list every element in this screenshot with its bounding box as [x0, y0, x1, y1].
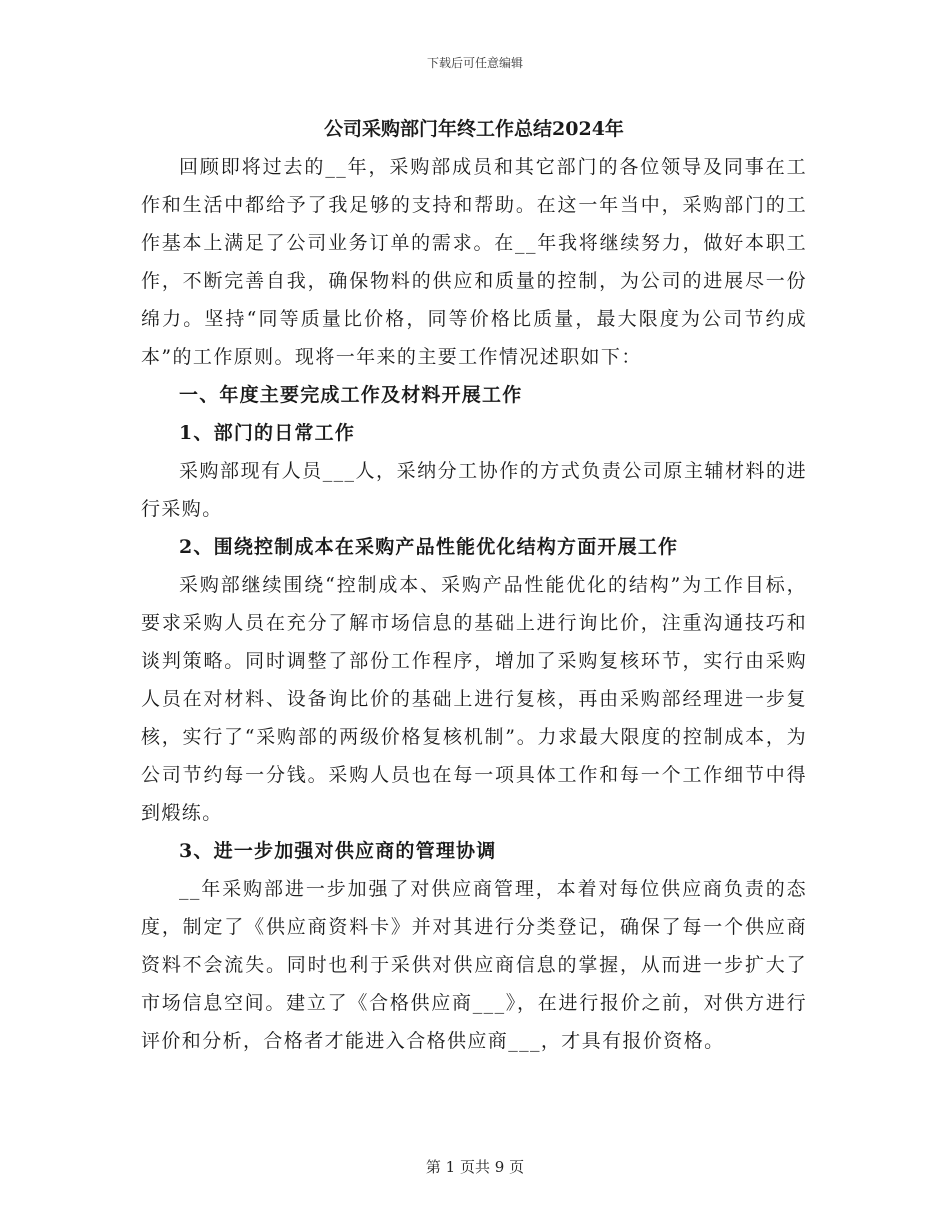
paragraph-cost-control: 采购部继续围绕“控制成本、采购产品性能优化的结构”为工作目标，要求采购人员在充分了解市场信息的基础上进行询比价，注重沟通技巧和谈判策略。同时调整了部份工作程序，增加了采购复核环节，实行由采购人员在对材料、设备询比价的基础上进行复核，再由采购部经理进一步复核，实行了“采购部的两级价格复核机制”。力求最大限度的控制成本，为公司节约每一分钱。采购人员也在每一项具体工作和每一个工作细节中得到煅练。 — [141, 574, 807, 824]
paragraph-intro: 回顾即将过去的__年，采购部成员和其它部门的各位领导及同事在工作和生活中都给予了我足够的支持和帮助。在这一年当中，采购部门的工作基本上满足了公司业务订单的需求。在__年我将继续努力，做好本职工作，不断完善自我，确保物料的供应和质量的控制，为公司的进展尽一份绵力。坚持“同等质量比价格，同等价格比质量，最大限度为公司节约成本”的工作原则。现将一年来的主要工作情况述职如下： — [141, 156, 807, 368]
subheading-supplier-management: 3、进一步加强对供应商的管理协调 — [179, 840, 497, 862]
paragraph-supplier-management: __年采购部进一步加强了对供应商管理，本着对每位供应商负责的态度，制定了《供应商资料卡》并对其进行分类登记，确保了每一个供应商资料不会流失。同时也利于采供对供应商信息的掌握，从而进一步扩大了市场信息空间。建立了《合格供应商___》，在进行报价之前，对供方进行评价和分析，合格者才能进入合格供应商___，才具有报价资格。 — [141, 878, 807, 1052]
subheading-cost-control: 2、围绕控制成本在采购产品性能优化结构方面开展工作 — [179, 536, 679, 558]
document-body — [141, 110, 807, 1060]
page-header: 下载后可任意编辑 — [426, 56, 523, 70]
paragraph-daily-work: 采购部现有人员___人，采纳分工协作的方式负责公司原主辅材料的进行采购。 — [141, 460, 807, 520]
document-title: 公司采购部门年终工作总结2024年 — [324, 118, 624, 140]
subheading-daily-work: 1、部门的日常工作 — [179, 422, 356, 444]
section-heading-annual-work: 一、年度主要完成工作及材料开展工作 — [179, 384, 523, 406]
page-footer: 第 1 页共 9 页 — [425, 1158, 525, 1176]
